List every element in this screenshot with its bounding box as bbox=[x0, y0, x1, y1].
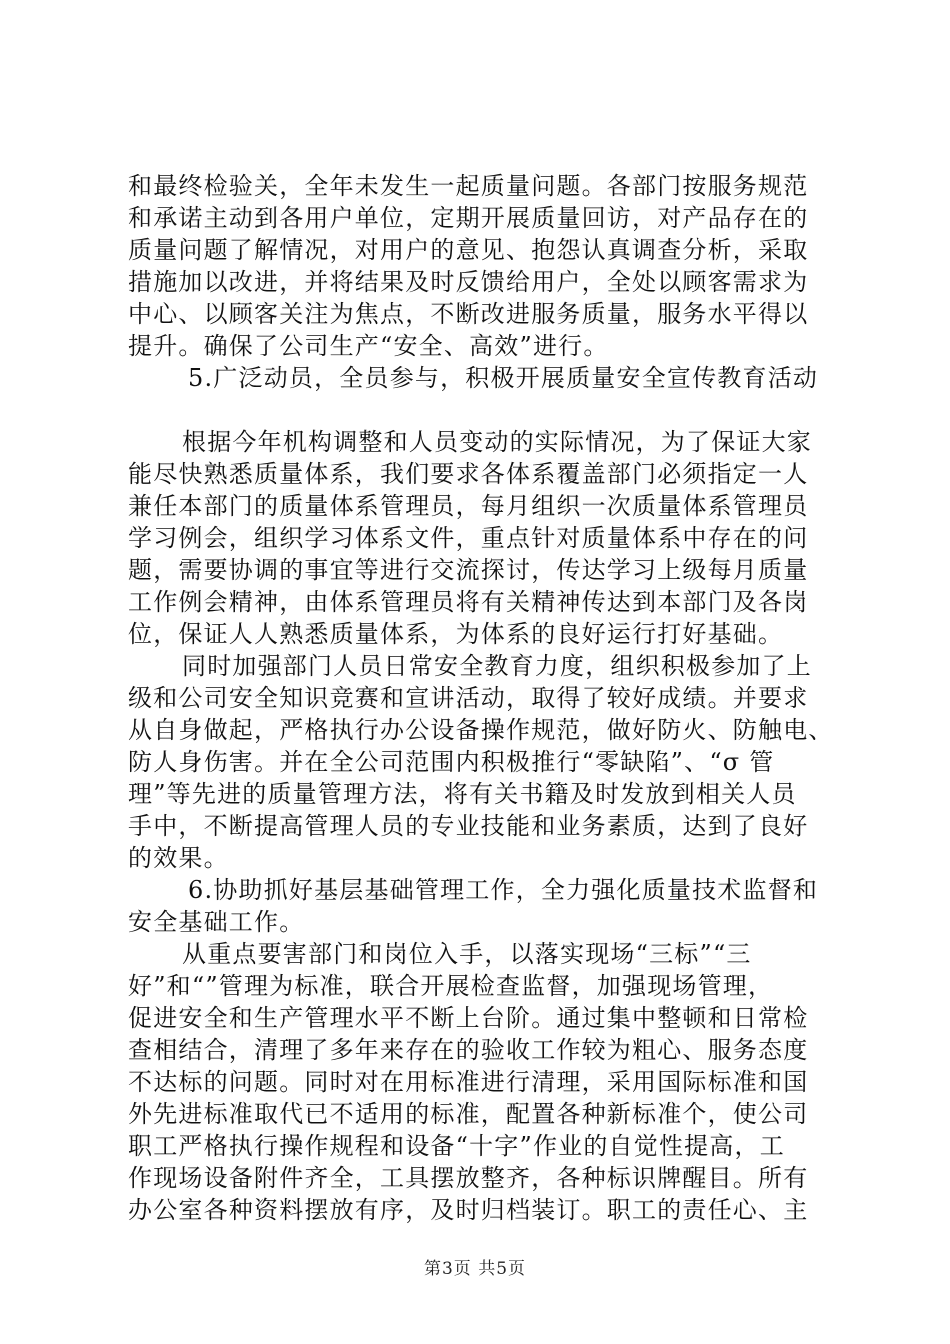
body-text-line: 质量问题了解情况，对用户的意见、抱怨认真调查分析，采取 bbox=[128, 236, 809, 264]
body-text-line: 职工严格执行操作规程和设备“十字”作业的自觉性提高，工 bbox=[128, 1132, 785, 1160]
section-heading-6-cont: 安全基础工作。 bbox=[128, 908, 305, 936]
body-text-line: 位，保证人人熟悉质量体系，为体系的良好运行打好基础。 bbox=[128, 620, 784, 648]
body-text-line: 同时加强部门人员日常安全教育力度，组织积极参加了上 bbox=[182, 652, 812, 680]
body-text-line: 能尽快熟悉质量体系，我们要求各体系覆盖部门必须指定一人 bbox=[128, 460, 809, 488]
body-text-line: 措施加以改进，并将结果及时反馈给用户，全处以顾客需求为 bbox=[128, 268, 809, 296]
body-text-line: 外先进标准取代已不适用的标准，配置各种新标准个，使公司 bbox=[128, 1100, 809, 1128]
body-text-line: 中心、以顾客关注为焦点，不断改进服务质量，服务水平得以 bbox=[128, 300, 809, 328]
section-heading-6: 6.协助抓好基层基础管理工作，全力强化质量技术监督和 bbox=[188, 876, 819, 904]
section-heading-5: 5.广泛动员，全员参与，积极开展质量安全宣传教育活动 bbox=[188, 364, 819, 392]
body-text-line: 和承诺主动到各用户单位，定期开展质量回访，对产品存在的 bbox=[128, 204, 809, 232]
body-text-line: 不达标的问题。同时对在用标准进行清理，采用国际标准和国 bbox=[128, 1068, 809, 1096]
body-text-line: 学习例会，组织学习体系文件，重点针对质量体系中存在的问 bbox=[128, 524, 809, 552]
body-text-line: 的效果。 bbox=[128, 844, 229, 872]
body-text-line: 从重点要害部门和岗位入手，以落实现场“三标”“三 bbox=[182, 940, 752, 968]
body-text-line: 题，需要协调的事宜等进行交流探讨，传达学习上级每月质量 bbox=[128, 556, 809, 584]
body-text-line: 理”等先进的质量管理方法，将有关书籍及时发放到相关人员 bbox=[128, 780, 797, 808]
body-text-line: 办公室各种资料摆放有序，及时归档装订。职工的责任心、主 bbox=[128, 1196, 809, 1224]
page-number-footer: 第3页 共5页 bbox=[423, 1259, 527, 1279]
body-text-line: 兼任本部门的质量体系管理员，每月组织一次质量体系管理员 bbox=[128, 492, 809, 520]
body-text-line: 提升。确保了公司生产“安全、高效”进行。 bbox=[128, 332, 609, 360]
body-text-line: 从自身做起，严格执行办公设备操作规范，做好防火、防触电、 bbox=[128, 716, 834, 744]
body-text-line: 促进安全和生产管理水平不断上台阶。通过集中整顿和日常检 bbox=[128, 1004, 809, 1032]
body-text-line: 查相结合，清理了多年来存在的验收工作较为粗心、服务态度 bbox=[128, 1036, 809, 1064]
body-text-line: 好”和“”管理为标准，联合开展检查监督，加强现场管理， bbox=[128, 972, 774, 1000]
body-text-line: 手中，不断提高管理人员的专业技能和业务素质，达到了良好 bbox=[128, 812, 809, 840]
body-text-line: 工作例会精神，由体系管理员将有关精神传达到本部门及各岗 bbox=[128, 588, 809, 616]
body-text-line: 作现场设备附件齐全，工具摆放整齐，各种标识牌醒目。所有 bbox=[128, 1164, 809, 1192]
body-text-line: 防人身伤害。并在全公司范围内积极推行“零缺陷”、“σ 管 bbox=[128, 748, 775, 776]
body-text-line: 和最终检验关，全年未发生一起质量问题。各部门按服务规范 bbox=[128, 172, 809, 200]
body-text-line: 级和公司安全知识竞赛和宣讲活动，取得了较好成绩。并要求 bbox=[128, 684, 809, 712]
body-text-line: 根据今年机构调整和人员变动的实际情况，为了保证大家 bbox=[182, 428, 812, 456]
